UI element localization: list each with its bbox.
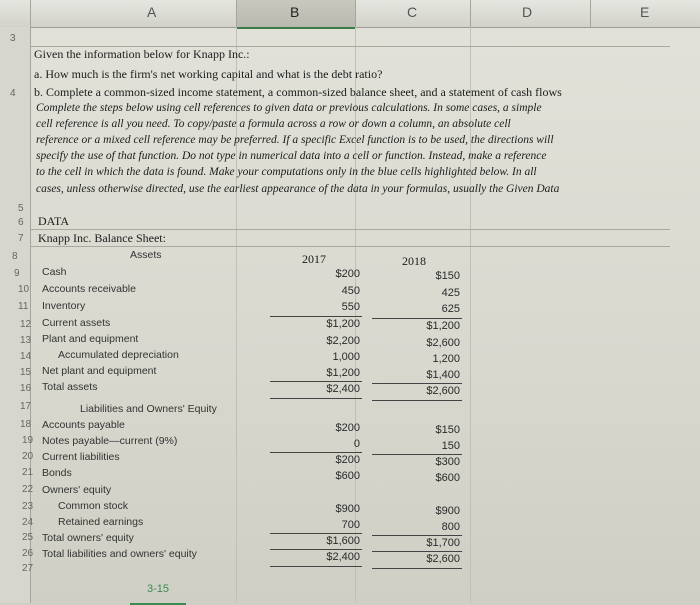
row-label: Retained earnings: [58, 516, 144, 528]
cell-2018[interactable]: $2,600: [426, 385, 460, 397]
cell-2018[interactable]: 1,200: [432, 353, 460, 365]
cell-2018[interactable]: $2,600: [426, 553, 460, 565]
question-part-b: b. Complete a common-sized income statement, a common-sized balance sheet, and a statement of cash flows: [34, 85, 562, 99]
instruction-line: Complete the steps below using cell references to given data or previous calculations. In some cases, a simple: [36, 102, 542, 114]
row-number[interactable]: 4: [10, 88, 16, 99]
row-label: Bonds: [42, 467, 72, 479]
cell-2017[interactable]: $200: [335, 422, 360, 434]
row-number[interactable]: 8: [12, 251, 18, 262]
cell-2018[interactable]: 625: [441, 303, 460, 315]
question-intro: Given the information below for Knapp Inc.:: [34, 47, 250, 61]
column-header-a[interactable]: A: [147, 4, 157, 20]
row-number[interactable]: 22: [22, 484, 34, 495]
column-header-d[interactable]: D: [522, 4, 533, 20]
row-number[interactable]: 25: [22, 532, 34, 543]
cell-2017[interactable]: $200: [335, 454, 360, 466]
cell-2017[interactable]: 700: [341, 519, 360, 531]
instruction-line: reference or a mixed cell reference may be preferred. If a specific Excel function is to be used, the directions will: [36, 134, 554, 146]
cell-2018[interactable]: 150: [441, 440, 460, 452]
cell-2018[interactable]: 800: [441, 521, 460, 533]
cell-2018[interactable]: $2,600: [426, 337, 460, 349]
row-number[interactable]: 15: [20, 367, 32, 378]
row-label: Common stock: [58, 500, 129, 512]
row-number[interactable]: 10: [18, 284, 30, 295]
row-label: Notes payable—current (9%): [42, 435, 178, 447]
row-number[interactable]: 5: [18, 203, 24, 214]
cell-2017[interactable]: 1,000: [332, 351, 360, 363]
row-number[interactable]: 6: [18, 217, 24, 228]
row-number[interactable]: 21: [22, 467, 34, 478]
row-label: Total liabilities and owners' equity: [42, 548, 197, 560]
row-label: Accumulated depreciation: [58, 349, 179, 361]
instruction-line: to the cell in which the data is found. Make your computations only in the blue cells highlighted below. In all: [36, 166, 537, 178]
sheet-tab[interactable]: 3-15: [130, 578, 186, 605]
row-number[interactable]: 11: [18, 301, 29, 312]
row-label: Owners' equity: [42, 484, 112, 496]
instruction-line: cell reference is all you need. To copy/paste a formula across a row or down a column, an absolute cell: [36, 118, 511, 130]
row-label: Plant and equipment: [42, 333, 139, 345]
data-heading: DATA: [38, 214, 70, 228]
cell-2018[interactable]: $1,700: [426, 537, 460, 549]
cell-2018[interactable]: $1,400: [426, 369, 460, 381]
instruction-line: cases, unless otherwise directed, use the earliest appearance of the data in your formulas, usually the Given Data: [36, 183, 560, 195]
row-label: Net plant and equipment: [42, 365, 157, 377]
row-label: Inventory: [42, 300, 86, 312]
cell-2017[interactable]: 0: [353, 438, 360, 450]
row-number[interactable]: 13: [20, 335, 32, 346]
row-number[interactable]: 26: [22, 548, 34, 559]
cell-2017[interactable]: 450: [341, 285, 360, 297]
row-number[interactable]: 17: [20, 401, 32, 412]
row-number[interactable]: 9: [14, 268, 20, 279]
year-2017: 2017: [302, 252, 326, 266]
row-label: Current assets: [42, 317, 111, 329]
column-header-b[interactable]: B: [290, 4, 300, 20]
cell-2017[interactable]: $2,400: [326, 551, 360, 563]
cell-2018[interactable]: 425: [441, 287, 460, 299]
cell-2017[interactable]: $2,200: [326, 335, 360, 347]
cell-2018[interactable]: $900: [435, 505, 460, 517]
column-header-c[interactable]: C: [407, 4, 418, 20]
assets-heading: Assets: [130, 249, 162, 261]
cell-2017[interactable]: $1,200: [326, 367, 360, 379]
cell-2018[interactable]: $150: [435, 424, 460, 436]
row-number[interactable]: 7: [18, 233, 24, 244]
cell-2017[interactable]: $1,200: [326, 318, 360, 330]
row-number[interactable]: 23: [22, 501, 34, 512]
column-header-e[interactable]: E: [640, 4, 650, 20]
cell-2017[interactable]: $900: [335, 503, 360, 515]
year-2018: 2018: [402, 254, 426, 268]
cell-2018[interactable]: $600: [435, 472, 460, 484]
row-label: Accounts payable: [42, 419, 125, 431]
row-number[interactable]: 16: [20, 383, 32, 394]
question-part-a: a. How much is the firm's net working capital and what is the debt ratio?: [34, 67, 383, 81]
row-label: Total owners' equity: [42, 532, 134, 544]
row-number[interactable]: 20: [22, 451, 34, 462]
row-label: Current liabilities: [42, 451, 120, 463]
cell-2017[interactable]: 550: [341, 301, 360, 313]
row-number[interactable]: 14: [20, 351, 32, 362]
cell-2018[interactable]: $150: [435, 270, 460, 282]
cell-2018[interactable]: $1,200: [426, 320, 460, 332]
cell-2017[interactable]: $1,600: [326, 535, 360, 547]
cell-2017[interactable]: $200: [335, 268, 360, 280]
row-number[interactable]: 3: [10, 33, 16, 44]
row-number[interactable]: 27: [22, 563, 34, 574]
cell-2018[interactable]: $300: [435, 456, 460, 468]
column-header-bar: [0, 0, 700, 28]
row-label: Cash: [42, 266, 67, 278]
row-label: Total assets: [42, 381, 98, 393]
cell-2017[interactable]: $2,400: [326, 383, 360, 395]
cell-2017[interactable]: $600: [335, 470, 360, 482]
row-number[interactable]: 12: [20, 319, 32, 330]
balance-sheet-title: Knapp Inc. Balance Sheet:: [38, 231, 166, 245]
row-number[interactable]: 24: [22, 517, 34, 528]
row-number[interactable]: 19: [22, 435, 34, 446]
liabilities-heading: Liabilities and Owners' Equity: [80, 403, 217, 415]
row-label: Accounts receivable: [42, 283, 136, 295]
instruction-line: specify the use of that function. Do not type in numerical data into a cell or function. Instead, make a reference: [36, 150, 547, 162]
row-number[interactable]: 18: [20, 419, 32, 430]
